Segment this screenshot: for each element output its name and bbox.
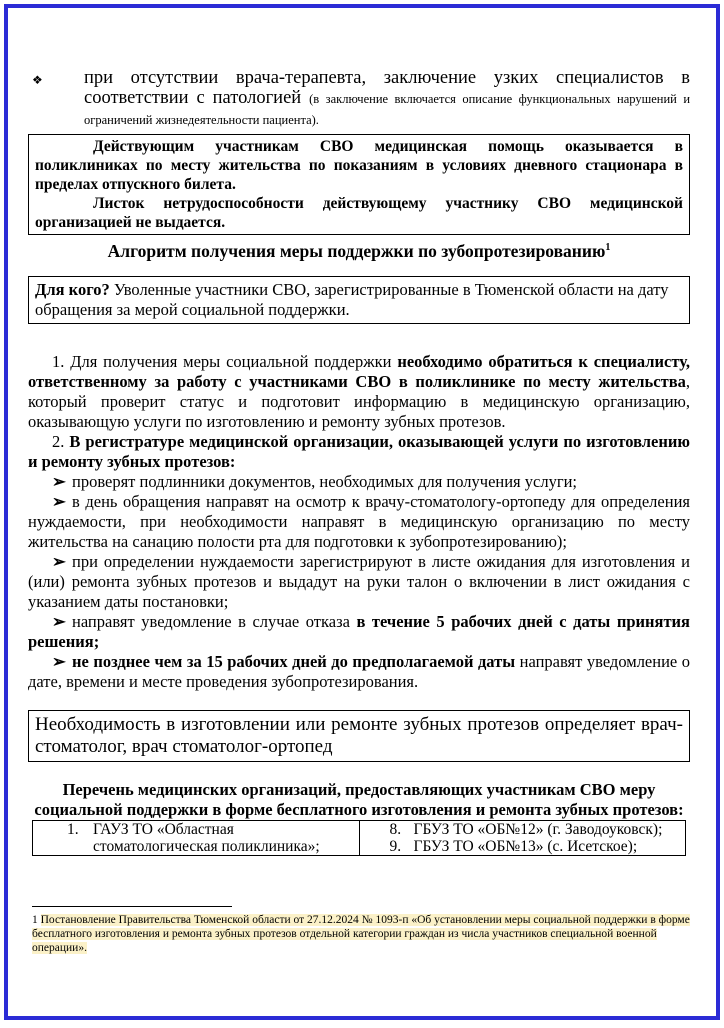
arrow-bullet-icon: ➢ — [52, 612, 66, 631]
diamond-bullet-icon: ❖ — [32, 73, 43, 87]
action-item — [28, 472, 690, 492]
need-determination-box: Необходимость в изготовлении или ремонте зубных протезов определяет врач-стоматолог, врач стоматолог-ортопед — [28, 710, 690, 762]
step-2-bold: В регистратуре медицинской организации, оказывающей услуги по изготовлению и ремонту зубных протезов: — [28, 432, 691, 471]
notice-deadline: не позднее чем за 15 рабочих дней до предполагаемой даты — [72, 652, 516, 671]
action-item — [28, 492, 690, 552]
target-group-box — [28, 276, 690, 324]
arrow-bullet-icon: ➢ — [52, 552, 66, 571]
refusal-lead: направят уведомление в случае отказа — [72, 612, 357, 631]
arrow-bullet-icon: ➢ — [52, 492, 66, 511]
step-1-bold: необходимо обратиться к специалисту, ответственному за работу с участниками СВО в поликлинике по месту жительства — [28, 352, 690, 391]
notice-tail: направят уведомление о дате, времени и месте проведения зубопротезирования. — [28, 652, 690, 691]
action-text: при определении нуждаемости зарегистрируют в листе ожидания для изготовления и (или) ремонта зубных протезов и выдадут на руки талон о включении в лист ожидания с указанием даты постановки; — [28, 552, 690, 611]
algorithm-steps — [28, 352, 690, 692]
step-1-lead: 1. Для получения меры социальной поддержки — [52, 352, 398, 371]
org-name: ГАУЗ ТО «Областная стоматологическая поликлиника»; — [93, 821, 320, 855]
list-item — [364, 838, 682, 855]
step-1-tail: , который проверит статус и подготовит информацию в медицинскую организацию, оказывающую услуги по изготовлению и ремонту зубных протезов. — [28, 372, 690, 431]
intro-bullet-text: при отсутствии врача-терапевта, заключение узких специалистов в соответствии с патологией — [84, 68, 690, 108]
organizations-table — [32, 820, 686, 856]
svo-notice-paragraph-1: Действующим участникам СВО медицинская помощь оказывается в поликлиниках по месту жительства по показаниям в условиях дневного стационара в пределах отпускного билета. — [35, 138, 683, 193]
action-item-refusal — [28, 612, 690, 652]
target-group-label: Для кого? — [35, 280, 110, 299]
footnote-text: Постановление Правительства Тюменской области от 27.12.2024 № 1093-п «Об установлении меры социальной поддержки в форме бесплатного изготовления и ремонта зубных протезов отдельной категории граждан из числа участников специальной военной операции». — [32, 914, 690, 954]
action-text: в день обращения направят на осмотр к врачу-стоматологу-ортопеду для определения нуждаемости, при необходимости направят в медицинскую организацию по месту жительства на санацию полости рта для подготовки к зубопротезированию); — [28, 492, 690, 551]
table-row — [33, 821, 686, 856]
svo-notice-box — [28, 134, 690, 235]
footnote-ref: 1 — [605, 242, 611, 254]
footnote — [32, 906, 692, 955]
target-group-text: Уволенные участники СВО, зарегистрированные в Тюменской области на дату обращения за мерой социальной поддержки. — [35, 280, 669, 319]
organizations-left-column — [33, 821, 360, 856]
footnote-number: 1 — [32, 914, 41, 926]
step-1 — [28, 352, 690, 432]
footnote-divider — [32, 906, 232, 907]
organizations-right-column — [359, 821, 686, 856]
org-number: 9. — [389, 838, 402, 855]
action-item — [28, 552, 690, 612]
list-item — [37, 821, 355, 855]
org-number: 1. — [67, 821, 79, 838]
org-name: ГБУЗ ТО «ОБ№12» (г. Заводоуковск); — [413, 821, 663, 838]
action-item-notice — [28, 652, 690, 692]
arrow-bullet-icon: ➢ — [52, 472, 66, 491]
step-2-lead: 2. — [52, 432, 70, 451]
refusal-deadline: в течение 5 рабочих дней с даты принятия решения; — [28, 612, 690, 651]
algorithm-heading-text: Алгоритм получения меры поддержки по зубопротезированию — [107, 241, 606, 261]
organizations-heading: Перечень медицинских организаций, предоставляющих участникам СВО меру социальной поддержки в форме бесплатного изготовления и ремонта зубных протезов: — [34, 780, 684, 819]
step-2 — [28, 432, 690, 472]
page-frame — [4, 4, 720, 1020]
document-content — [28, 68, 690, 856]
arrow-bullet-icon: ➢ — [52, 652, 66, 671]
algorithm-heading — [28, 241, 690, 262]
intro-bullet-note: (в заключение включается описание функциональных нарушений и ограничений жизнедеятельности пациента). — [84, 92, 691, 127]
org-number: 8. — [389, 821, 402, 838]
list-item — [364, 821, 682, 838]
action-text: проверят подлинники документов, необходимых для получения услуги; — [72, 472, 578, 491]
intro-bullet — [28, 68, 690, 130]
org-name: ГБУЗ ТО «ОБ№13» (с. Исетское); — [413, 838, 638, 855]
svo-notice-paragraph-2: Листок нетрудоспособности действующему участнику СВО медицинской организацией не выдается. — [35, 195, 683, 231]
